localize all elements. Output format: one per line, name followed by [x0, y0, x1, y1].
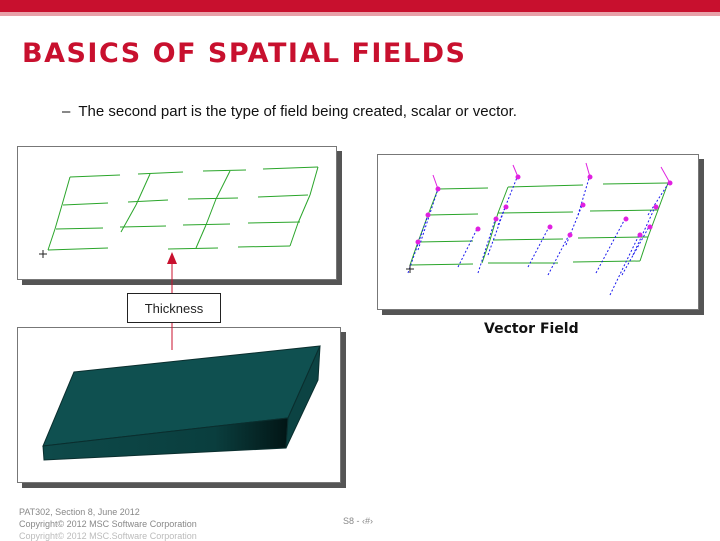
footer-copyright-faded: Copyright© 2012 MSC.Software Corporation: [19, 531, 197, 541]
footer-course: PAT302, Section 8, June 2012: [19, 507, 140, 517]
thickness-callout: Thickness: [127, 293, 221, 323]
bullet-text: The second part is the type of field being created, scalar or vector.: [78, 103, 517, 120]
slide-title: BASICS OF SPATIAL FIELDS: [22, 38, 467, 69]
header-bar: [0, 0, 720, 12]
bullet-marker: –: [62, 103, 71, 120]
header-bar-accent: [0, 12, 720, 16]
solid-thickness-panel: [17, 327, 341, 483]
vector-field-caption: Vector Field: [484, 321, 579, 337]
vector-field-figure: [378, 155, 698, 309]
plus-icon: [406, 265, 414, 273]
solid-plate-figure: [18, 328, 340, 482]
vector-field-panel: [377, 154, 699, 310]
bullet-point: [62, 103, 517, 120]
page-number: S8 - ‹#›: [343, 516, 374, 526]
plus-icon: [39, 250, 47, 258]
footer-copyright: Copyright© 2012 MSC Software Corporation: [19, 519, 197, 529]
